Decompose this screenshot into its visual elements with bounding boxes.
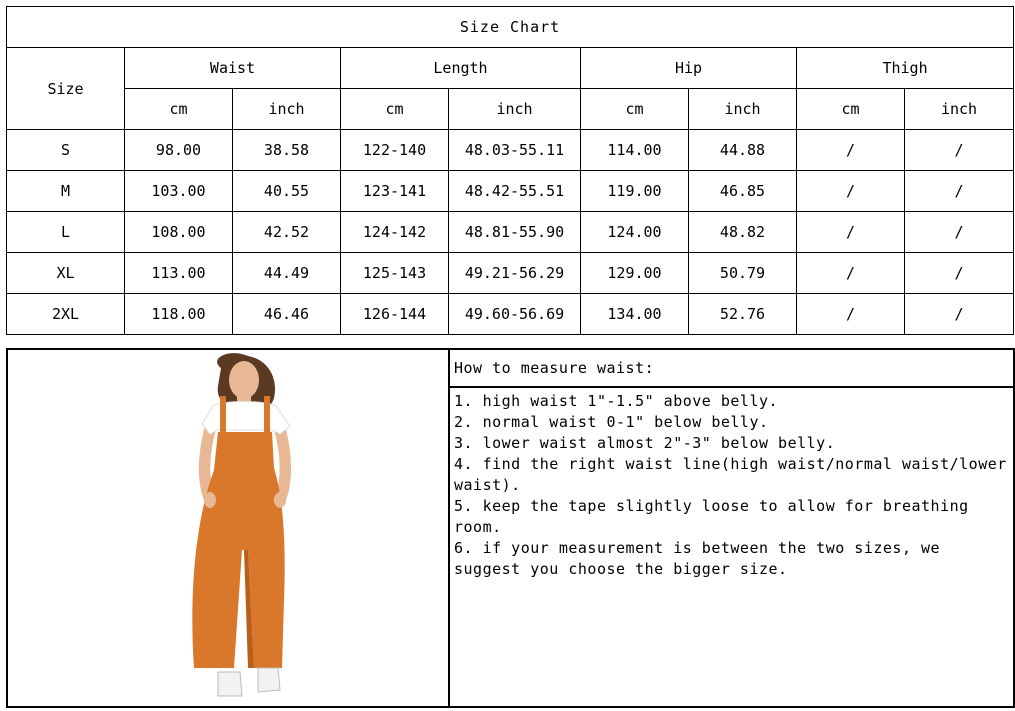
size-label: M	[7, 171, 125, 212]
left-strap	[220, 396, 226, 436]
unit-header: cm	[125, 89, 233, 130]
unit-header: inch	[905, 89, 1014, 130]
size-label: L	[7, 212, 125, 253]
product-photo	[8, 350, 450, 706]
size-cell: 49.21-56.29	[449, 253, 581, 294]
size-cell: 114.00	[581, 130, 689, 171]
size-cell: 124-142	[341, 212, 449, 253]
size-cell: /	[905, 294, 1014, 335]
size-cell: 48.81-55.90	[449, 212, 581, 253]
measure-step: 5. keep the tape slightly loose to allow for breathing room.	[454, 497, 969, 536]
size-chart-title: Size Chart	[7, 7, 1014, 48]
hip-group-header: Hip	[581, 48, 797, 89]
face	[229, 361, 259, 399]
measure-heading: How to measure waist:	[450, 350, 1013, 388]
left-hand	[204, 492, 216, 508]
right-sneaker	[258, 668, 280, 692]
unit-header: inch	[233, 89, 341, 130]
size-cell: /	[905, 212, 1014, 253]
size-cell: 46.46	[233, 294, 341, 335]
thigh-group-header: Thigh	[797, 48, 1014, 89]
size-cell: 48.82	[689, 212, 797, 253]
size-cell: 124.00	[581, 212, 689, 253]
size-cell: 126-144	[341, 294, 449, 335]
size-cell: 48.42-55.51	[449, 171, 581, 212]
measure-section	[6, 348, 1015, 708]
size-cell: 50.79	[689, 253, 797, 294]
right-strap	[264, 396, 270, 436]
unit-header: inch	[689, 89, 797, 130]
measure-step: 6. if your measurement is between the two sizes, we suggest you choose the bigger size.	[454, 539, 941, 578]
measure-steps-list	[450, 388, 1013, 580]
size-row	[7, 130, 1014, 171]
unit-header: cm	[341, 89, 449, 130]
size-cell: 103.00	[125, 171, 233, 212]
measure-step: 1. high waist 1"-1.5" above belly.	[454, 392, 779, 410]
size-row	[7, 294, 1014, 335]
size-chart-table	[6, 6, 1014, 335]
size-cell: 40.55	[233, 171, 341, 212]
size-cell: 49.60-56.69	[449, 294, 581, 335]
size-cell: /	[905, 130, 1014, 171]
size-cell: /	[797, 253, 905, 294]
size-cell: 113.00	[125, 253, 233, 294]
size-label: 2XL	[7, 294, 125, 335]
size-cell: 52.76	[689, 294, 797, 335]
size-cell: 123-141	[341, 171, 449, 212]
size-cell: /	[905, 171, 1014, 212]
size-cell: 118.00	[125, 294, 233, 335]
measure-step: 2. normal waist 0-1" below belly.	[454, 413, 769, 431]
size-cell: 122-140	[341, 130, 449, 171]
size-cell: /	[797, 212, 905, 253]
size-cell: 48.03-55.11	[449, 130, 581, 171]
size-label: XL	[7, 253, 125, 294]
size-cell: 119.00	[581, 171, 689, 212]
size-row	[7, 212, 1014, 253]
size-cell: 38.58	[233, 130, 341, 171]
size-cell: 125-143	[341, 253, 449, 294]
size-cell: 42.52	[233, 212, 341, 253]
unit-header: cm	[797, 89, 905, 130]
unit-header: inch	[449, 89, 581, 130]
size-cell: /	[797, 171, 905, 212]
size-cell: 46.85	[689, 171, 797, 212]
right-hand	[274, 492, 286, 508]
size-column-header: Size	[7, 48, 125, 130]
size-cell: 108.00	[125, 212, 233, 253]
length-group-header: Length	[341, 48, 581, 89]
size-row	[7, 171, 1014, 212]
size-cell: 129.00	[581, 253, 689, 294]
left-sneaker	[218, 672, 242, 696]
size-label: S	[7, 130, 125, 171]
size-cell: 98.00	[125, 130, 233, 171]
size-cell: /	[905, 253, 1014, 294]
size-row	[7, 253, 1014, 294]
size-cell: /	[797, 130, 905, 171]
measure-step: 3. lower waist almost 2"-3" below belly.	[454, 434, 836, 452]
size-cell: 134.00	[581, 294, 689, 335]
size-cell: 44.88	[689, 130, 797, 171]
waist-group-header: Waist	[125, 48, 341, 89]
size-cell: 44.49	[233, 253, 341, 294]
size-cell: /	[797, 294, 905, 335]
measure-instructions	[450, 350, 1013, 706]
overalls-model-illustration	[8, 350, 448, 706]
measure-step: 4. find the right waist line(high waist/normal waist/lower waist).	[454, 455, 1007, 494]
white-tshirt	[202, 402, 290, 435]
unit-header: cm	[581, 89, 689, 130]
